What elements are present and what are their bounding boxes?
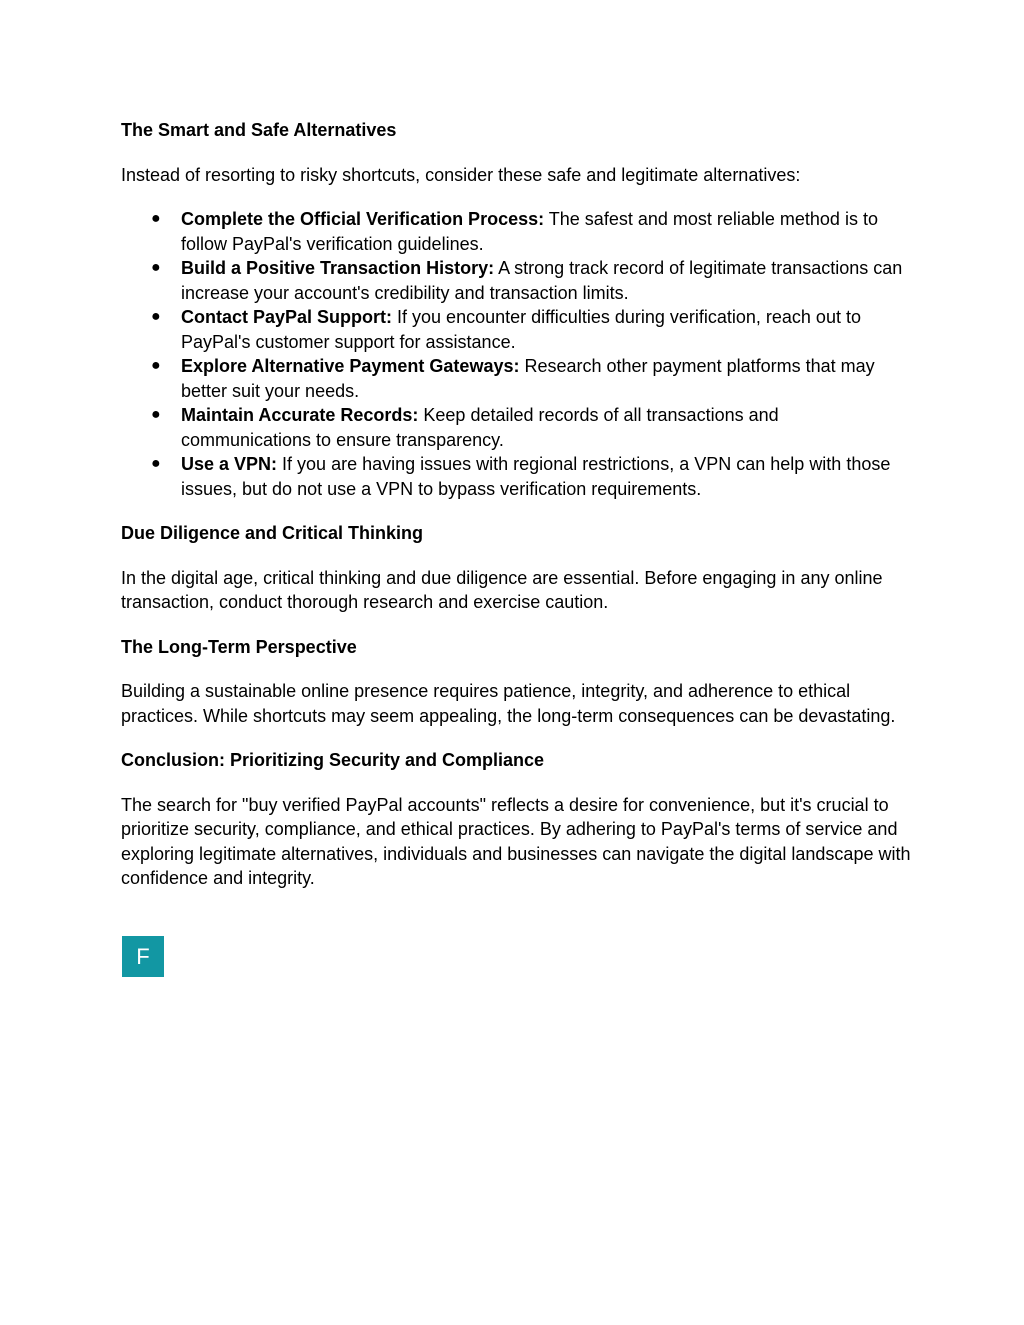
section-heading-long-term: The Long-Term Perspective [121,636,357,657]
letter-badge [122,936,164,977]
section-heading-alternatives: The Smart and Safe Alternatives [121,120,397,140]
list-item-text: If you are having issues with regional restrictions, a VPN can help with those issues, but do not use a VPN to bypass verification requirements. [181,454,891,499]
conclusion-paragraph: The search for "buy verified PayPal accounts" reflects a desire for convenience, but it's crucial to prioritize security, compliance, and ethical practices. By adhering to PayPal's terms of service and exploring legitimate alternatives, individuals and businesses can navigate the digital landscape with confidence and integrity. [121,794,911,888]
list-item-title: Explore Alternative Payment Gateways: [181,356,520,376]
list-item-text: If you encounter difficulties during verification, reach out to PayPal's customer support for assistance. [181,307,861,352]
list-item [121,305,911,354]
bullet-icon: ● [151,308,161,325]
list-item-text: Keep detailed records of all transactions and communications to ensure transparency. [181,405,779,450]
list-item [121,354,911,403]
badge-letter: F [136,943,150,969]
list-item-text: The safest and most reliable method is to follow PayPal's verification guidelines. [181,209,878,254]
list-item-title: Build a Positive Transaction History: [181,258,495,278]
alternatives-intro: Instead of resorting to risky shortcuts, consider these safe and legitimate alternatives: [121,164,801,185]
section-heading-conclusion: Conclusion: Prioritizing Security and Compliance [121,750,545,770]
section-heading-due-diligence: Due Diligence and Critical Thinking [121,523,424,543]
bullet-icon: ● [151,455,161,472]
list-item-title: Contact PayPal Support: [181,307,393,327]
bullet-icon: ● [151,357,161,374]
list-item [121,403,911,452]
long-term-paragraph: Building a sustainable online presence requires patience, integrity, and adherence to ethical practices. While shortcuts may seem appealing, the long-term consequences can be devastating. [121,681,896,726]
bullet-icon: ● [151,406,161,423]
list-item [121,256,911,305]
document-body [121,118,911,911]
list-item-title: Maintain Accurate Records: [181,405,419,425]
bullet-icon: ● [151,259,161,276]
list-item [121,452,911,501]
list-item-title: Complete the Official Verification Process: [181,209,545,229]
bullet-icon: ● [151,210,161,227]
list-item [121,207,911,256]
list-item-title: Use a VPN: [181,454,278,474]
alternatives-list [121,207,911,501]
list-item-text: Research other payment platforms that may better suit your needs. [181,356,875,401]
list-item-text: A strong track record of legitimate transactions can increase your account's credibility and transaction limits. [181,258,903,303]
due-diligence-paragraph: In the digital age, critical thinking and due diligence are essential. Before engaging in any online transaction, conduct thorough research and exercise caution. [121,567,883,612]
